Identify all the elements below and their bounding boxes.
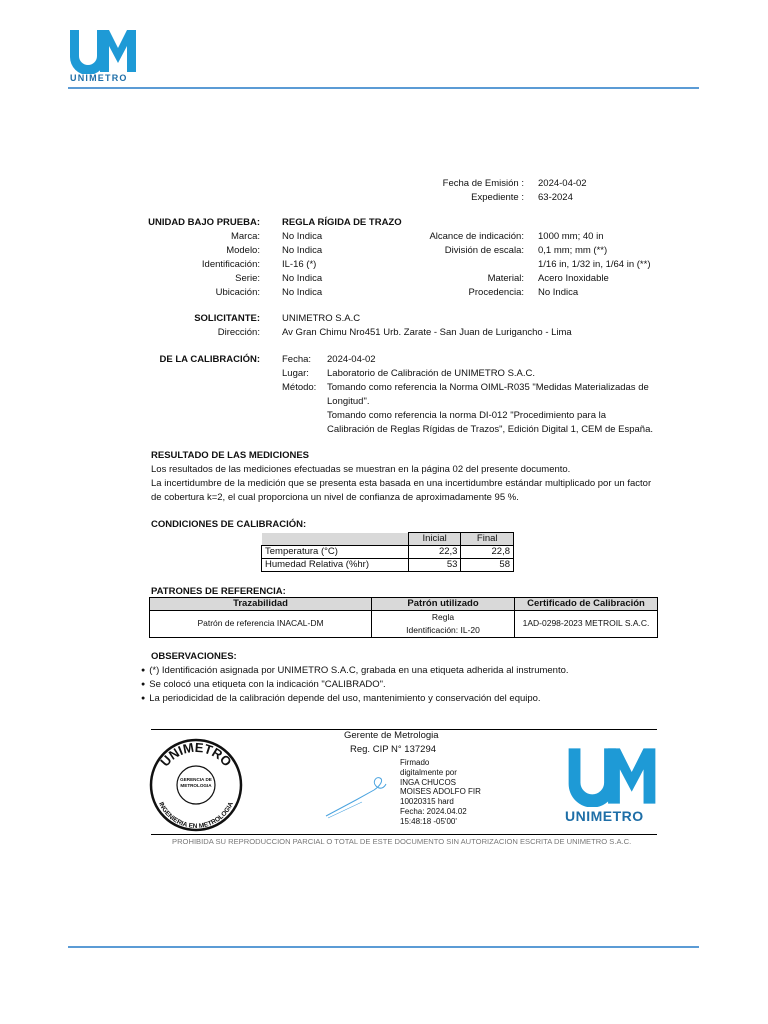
svg-text:INGENIERIA EN METROLOGIA <box>157 801 235 830</box>
observacion-item: ● La periodicidad de la calibración depende del uso, mantenimiento y conservación del equipo. <box>141 694 541 705</box>
header-rule <box>68 87 699 89</box>
direccion-label: Dirección: <box>217 327 260 338</box>
alcance-label: Alcance de indicación: <box>429 231 524 242</box>
cal-metodo-line: Tomando como referencia la norma DI-012 "Procedimiento para la <box>327 410 607 421</box>
table-header <box>262 533 409 546</box>
cal-metodo-line: Longitud". <box>327 396 370 407</box>
alcance-value: 1000 mm; 40 in <box>538 231 604 242</box>
metrologia-seal <box>146 738 246 832</box>
serie-value: No Indica <box>282 273 323 284</box>
logo-wordmark: UNIMETRO <box>70 73 128 83</box>
patrones-heading: PATRONES DE REFERENCIA: <box>151 586 286 597</box>
resultado-line: de cobertura k=2, el cual proporciona un nivel de confianza de aproximadamente 95 %. <box>151 492 519 503</box>
table-cell: 22,8 <box>461 546 514 559</box>
sig-line: 15:48:18 -05'00' <box>400 816 457 826</box>
table-header: Patrón utilizado <box>372 598 515 611</box>
gerente-cip: Reg. CIP N° 137294 <box>350 744 437 755</box>
patrones-table <box>149 597 658 638</box>
expediente-value: 63-2024 <box>538 192 573 203</box>
division-value-2: 1/16 in, 1/32 in, 1/64 in (**) <box>538 259 651 270</box>
resultado-line: La incertidumbre de la medición que se presenta esta basada en una incertidumbre estándar multiplicado por un factor <box>151 478 652 489</box>
material-label: Material: <box>487 273 524 284</box>
seal-bottom-text: INGENIERIA EN METROLOGIA <box>157 800 235 831</box>
ubicacion-label: Ubicación: <box>215 287 260 298</box>
identificacion-label: Identificación: <box>201 259 260 270</box>
cal-lugar-label: Lugar: <box>282 368 309 379</box>
marca-value: No Indica <box>282 231 323 242</box>
table-row <box>262 559 514 572</box>
cal-fecha-label: Fecha: <box>282 354 312 365</box>
sig-line: Firmado <box>400 758 430 767</box>
footer-rule <box>151 834 657 835</box>
table-row <box>262 546 514 559</box>
calibracion-heading: DE LA CALIBRACIÓN: <box>159 354 260 365</box>
cal-metodo-line: Calibración de Reglas Rígidas de Trazos", Edición Digital 1, CEM de España. <box>327 424 654 435</box>
table-header: Certificado de Calibración <box>515 598 658 611</box>
unimetro-logo <box>68 28 138 74</box>
digital-signature-text <box>400 758 481 827</box>
resultado-line: Los resultados de las mediciones efectuadas se muestran en la página 02 del presente documento. <box>151 464 571 475</box>
table-cell: 53 <box>408 559 461 572</box>
seal-center-text: GERENCIA DE METROLOGIA <box>180 777 212 788</box>
modelo-value: No Indica <box>282 245 323 256</box>
patron-line: Identificación: IL-20 <box>406 625 480 635</box>
fecha-emision-value: 2024-04-02 <box>538 178 587 189</box>
sig-line: INGA CHUCOS <box>400 777 457 787</box>
seal-top-text: UNIMETRO <box>157 739 235 770</box>
cal-fecha-value: 2024-04-02 <box>327 354 376 365</box>
division-value: 0,1 mm; mm (**) <box>538 245 608 256</box>
unidad-title: REGLA RÍGIDA DE TRAZO <box>282 217 402 228</box>
table-cell: Temperatura (°C) <box>262 546 409 559</box>
sig-line: digitalmente por <box>400 767 457 777</box>
unidad-heading: UNIDAD BAJO PRUEBA: <box>148 217 260 228</box>
marca-label: Marca: <box>230 231 260 242</box>
cal-metodo-line: Tomando como referencia la Norma OIML-R035 "Medidas Materializadas de <box>327 382 649 393</box>
observaciones-heading: OBSERVACIONES: <box>151 651 237 662</box>
solicitante-value: UNIMETRO S.A.C <box>282 313 361 324</box>
material-value: Acero Inoxidable <box>538 273 609 284</box>
fecha-emision-label: Fecha de Emisión : <box>442 178 524 189</box>
logo-wordmark-signature: UNIMETRO <box>565 808 644 824</box>
patron-line: Regla <box>431 612 455 622</box>
table-header: Final <box>461 533 514 546</box>
sig-line: 10020315 hard <box>400 797 454 807</box>
condiciones-table <box>261 532 514 572</box>
table-header: Trazabilidad <box>150 598 372 611</box>
identificacion-value: IL-16 (*) <box>282 259 317 270</box>
table-cell: 1AD-0298-2023 METROIL S.A.C. <box>515 611 658 638</box>
sig-line: MOISES ADOLFO FIR <box>400 787 481 797</box>
table-cell: Humedad Relativa (%hr) <box>262 559 409 572</box>
direccion-value: Av Gran Chimu Nro451 Urb. Zarate - San Juan de Lurigancho - Lima <box>282 327 572 338</box>
gerente-cargo: Gerente de Metrologia <box>344 730 439 741</box>
unimetro-logo-signature <box>566 745 658 807</box>
observacion-item: ● Se colocó una etiqueta con la indicación "CALIBRADO". <box>141 680 386 691</box>
sig-line: Fecha: 2024.04.02 <box>400 806 467 816</box>
svg-text:UNIMETRO <box>157 740 234 770</box>
table-cell: 22,3 <box>408 546 461 559</box>
procedencia-value: No Indica <box>538 287 579 298</box>
expediente-label: Expediente : <box>471 192 524 203</box>
resultado-heading: RESULTADO DE LAS MEDICIONES <box>151 450 309 461</box>
table-row <box>150 611 658 638</box>
cal-metodo-label: Método: <box>282 382 317 393</box>
division-label: División de escala: <box>444 245 524 256</box>
cal-lugar-value: Laboratorio de Calibración de UNIMETRO S.A.C. <box>327 368 536 379</box>
table-cell <box>372 611 515 638</box>
condiciones-heading: CONDICIONES DE CALIBRACIÓN: <box>151 519 307 530</box>
table-cell: Patrón de referencia INACAL-DM <box>150 611 372 638</box>
bottom-rule <box>68 946 699 948</box>
footer-notice: PROHIBIDA SU REPRODUCCION PARCIAL O TOTAL DE ESTE DOCUMENTO SIN AUTORIZACION ESCRITA DE UNIMETRO S.A.C. <box>172 837 632 846</box>
ubicacion-value: No Indica <box>282 287 323 298</box>
procedencia-label: Procedencia: <box>468 287 524 298</box>
modelo-label: Modelo: <box>226 245 260 256</box>
signature-scribble <box>322 772 398 822</box>
solicitante-heading: SOLICITANTE: <box>194 313 260 324</box>
observacion-item: ● (*) Identificación asignada por UNIMETRO S.A.C, grabada en una etiqueta adherida al instrumento. <box>141 666 569 677</box>
serie-label: Serie: <box>235 273 260 284</box>
table-cell: 58 <box>461 559 514 572</box>
table-header: Inicial <box>408 533 461 546</box>
